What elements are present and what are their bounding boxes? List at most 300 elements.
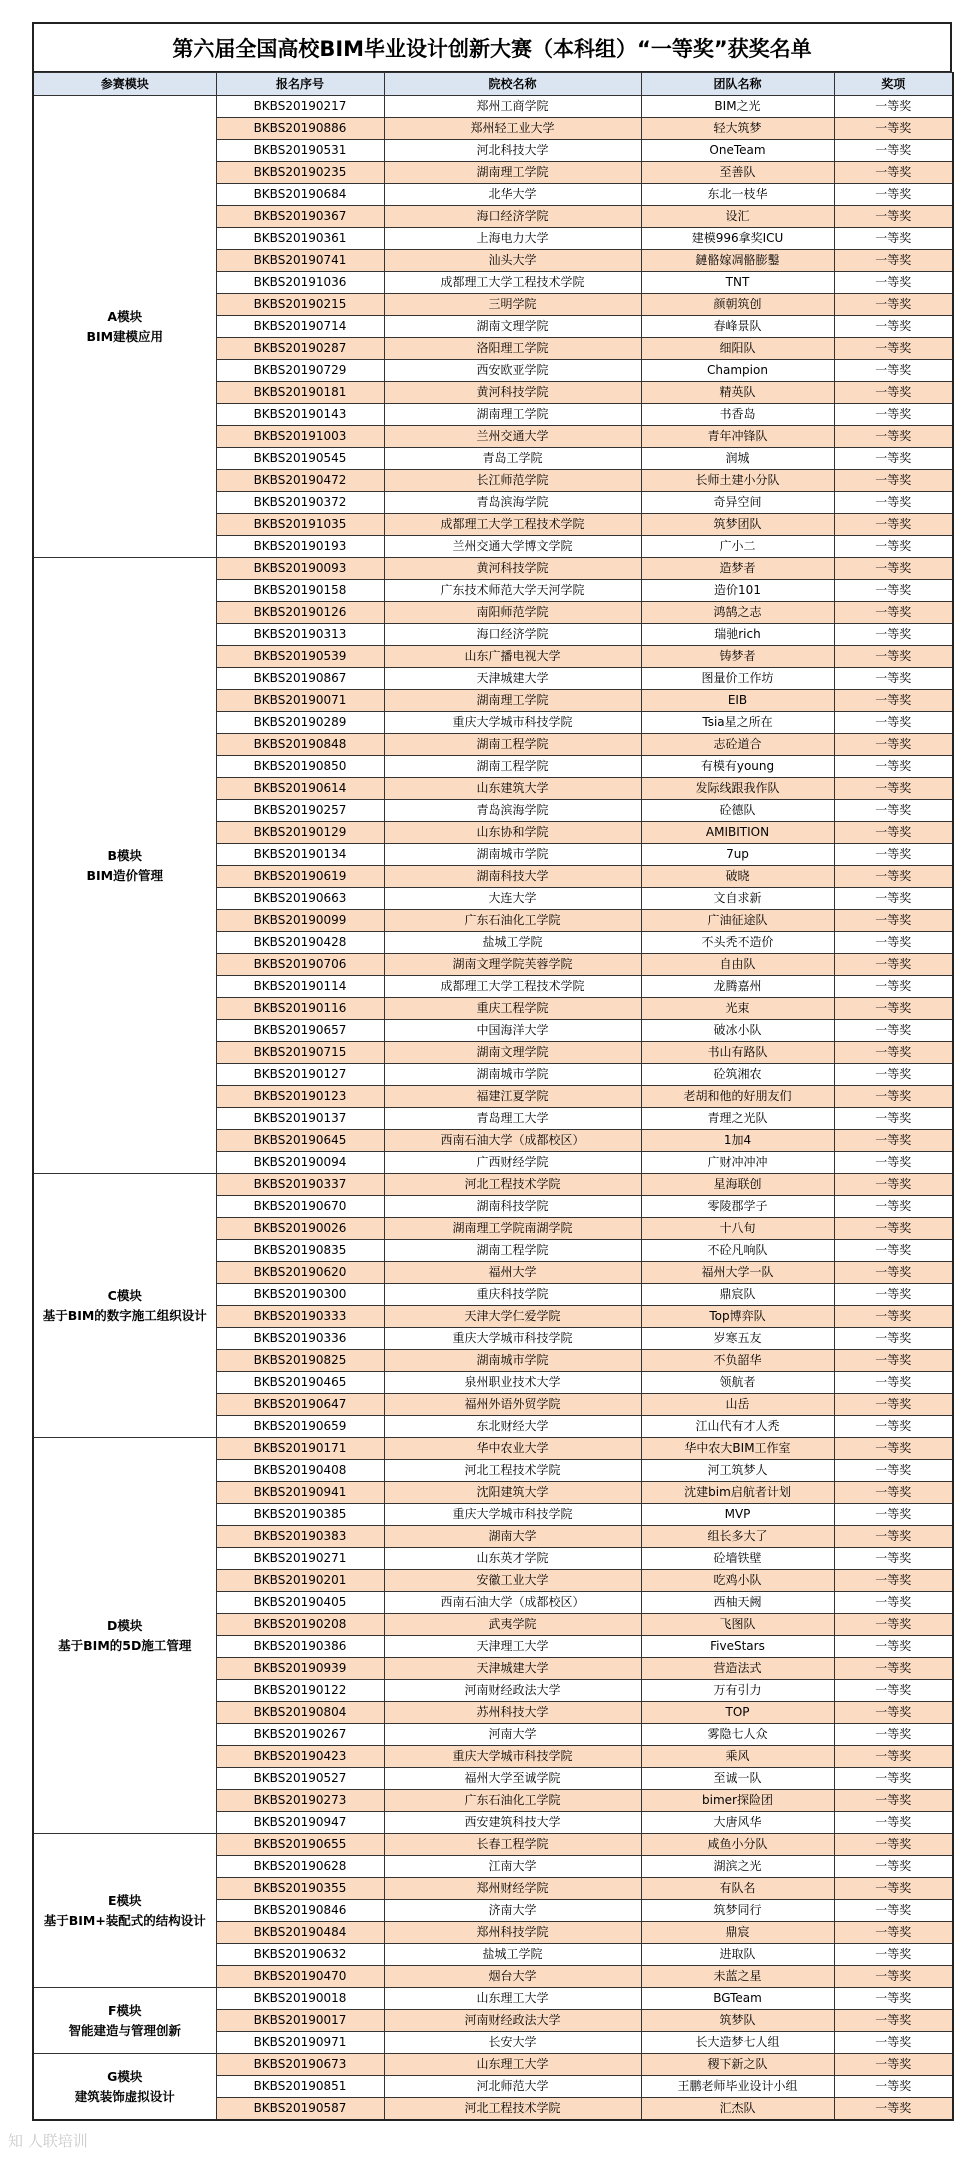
award-cell: 一等奖 [834,888,953,910]
school-cell: 华中农业大学 [384,1438,641,1460]
award-cell: 一等奖 [834,1196,953,1218]
reg-no-cell: BKBS20190545 [216,448,384,470]
award-cell: 一等奖 [834,448,953,470]
award-cell: 一等奖 [834,580,953,602]
team-cell: 至善队 [641,162,834,184]
school-cell: 河北科技大学 [384,140,641,162]
school-cell: 盐城工学院 [384,932,641,954]
award-cell: 一等奖 [834,954,953,976]
award-cell: 一等奖 [834,602,953,624]
school-cell: 东北财经大学 [384,1416,641,1438]
award-cell: 一等奖 [834,1416,953,1438]
award-cell: 一等奖 [834,96,953,118]
team-cell: 广财冲冲冲 [641,1152,834,1174]
award-cell: 一等奖 [834,1438,953,1460]
module-cell [33,1834,216,1988]
school-cell: 天津理工大学 [384,1636,641,1658]
reg-no-cell: BKBS20190336 [216,1328,384,1350]
school-cell: 青岛滨海学院 [384,800,641,822]
school-cell: 广东石油化工学院 [384,1790,641,1812]
award-cell: 一等奖 [834,1108,953,1130]
award-cell: 一等奖 [834,1658,953,1680]
reg-no-cell: BKBS20190333 [216,1306,384,1328]
reg-no-cell: BKBS20190215 [216,294,384,316]
team-cell: MVP [641,1504,834,1526]
award-cell: 一等奖 [834,1504,953,1526]
reg-no-cell: BKBS20190848 [216,734,384,756]
school-cell: 福州大学 [384,1262,641,1284]
award-cell: 一等奖 [834,514,953,536]
school-cell: 大连大学 [384,888,641,910]
school-cell: 山东协和学院 [384,822,641,844]
reg-no-cell: BKBS20190423 [216,1746,384,1768]
school-cell: 重庆工程学院 [384,998,641,1020]
reg-no-cell: BKBS20190217 [216,96,384,118]
team-cell: FiveStars [641,1636,834,1658]
reg-no-cell: BKBS20190367 [216,206,384,228]
team-cell: BGTeam [641,1988,834,2010]
team-cell: 乘风 [641,1746,834,1768]
reg-no-cell: BKBS20190659 [216,1416,384,1438]
award-cell: 一等奖 [834,2076,953,2098]
reg-no-cell: BKBS20190405 [216,1592,384,1614]
reg-no-cell: BKBS20190741 [216,250,384,272]
module-cell [33,1438,216,1834]
award-cell: 一等奖 [834,184,953,206]
reg-no-cell: BKBS20190372 [216,492,384,514]
award-cell: 一等奖 [834,1460,953,1482]
award-cell: 一等奖 [834,1064,953,1086]
module-subtitle: 建筑装饰虚拟设计 [74,2088,175,2104]
reg-no-cell: BKBS20190289 [216,712,384,734]
school-cell: 兰州交通大学 [384,426,641,448]
award-cell: 一等奖 [834,1086,953,1108]
team-cell: 筑梦同行 [641,1900,834,1922]
team-cell: 轻大筑梦 [641,118,834,140]
school-cell: 安徽工业大学 [384,1570,641,1592]
team-cell: 砼德队 [641,800,834,822]
reg-no-cell: BKBS20190300 [216,1284,384,1306]
reg-no-cell: BKBS20190257 [216,800,384,822]
module-subtitle: 智能建造与管理创新 [68,2022,181,2038]
school-cell: 郑州轻工业大学 [384,118,641,140]
module-subtitle: BIM建模应用 [86,328,164,344]
reg-no-cell: BKBS20190527 [216,1768,384,1790]
school-cell: 福州外语外贸学院 [384,1394,641,1416]
school-cell: 湖南工程学院 [384,1240,641,1262]
award-cell: 一等奖 [834,1944,953,1966]
school-cell: 西安建筑科技大学 [384,1812,641,1834]
table-row [33,558,953,580]
school-cell: 福建江夏学院 [384,1086,641,1108]
team-cell: 青理之光队 [641,1108,834,1130]
table-row [33,1834,953,1856]
award-cell: 一等奖 [834,932,953,954]
award-cell: 一等奖 [834,294,953,316]
award-cell: 一等奖 [834,1614,953,1636]
team-cell: 福州大学一队 [641,1262,834,1284]
team-cell: 大唐风华 [641,1812,834,1834]
school-cell: 郑州科技学院 [384,1922,641,1944]
reg-no-cell: BKBS20190127 [216,1064,384,1086]
reg-no-cell: BKBS20191003 [216,426,384,448]
school-cell: 山东广播电视大学 [384,646,641,668]
team-cell: 筑梦队 [641,2010,834,2032]
reg-no-cell: BKBS20190673 [216,2054,384,2076]
school-cell: 海口经济学院 [384,206,641,228]
reg-no-cell: BKBS20190531 [216,140,384,162]
team-cell: 星海联创 [641,1174,834,1196]
team-cell: 发际线跟我作队 [641,778,834,800]
reg-no-cell: BKBS20190714 [216,316,384,338]
table-row [33,1174,953,1196]
module-name: C模块 [107,1287,142,1303]
school-cell: 广东技术师范大学天河学院 [384,580,641,602]
school-cell: 海口经济学院 [384,624,641,646]
reg-no-cell: BKBS20190851 [216,2076,384,2098]
school-cell: 山东建筑大学 [384,778,641,800]
team-cell: 山岳 [641,1394,834,1416]
school-cell: 长春工程学院 [384,1834,641,1856]
award-cell: 一等奖 [834,668,953,690]
award-cell: 一等奖 [834,646,953,668]
team-cell: 鼎宸队 [641,1284,834,1306]
award-cell: 一等奖 [834,558,953,580]
school-cell: 天津城建大学 [384,668,641,690]
award-cell: 一等奖 [834,426,953,448]
header-school: 院校名称 [384,73,641,96]
school-cell: 兰州交通大学博文学院 [384,536,641,558]
school-cell: 重庆大学城市科技学院 [384,1746,641,1768]
team-cell: 有队名 [641,1878,834,1900]
award-cell: 一等奖 [834,1306,953,1328]
school-cell: 河南财经政法大学 [384,2010,641,2032]
team-cell: 龙腾嘉州 [641,976,834,998]
award-cell: 一等奖 [834,1746,953,1768]
reg-no-cell: BKBS20190201 [216,1570,384,1592]
team-cell: bimer探险团 [641,1790,834,1812]
award-cell: 一等奖 [834,1152,953,1174]
award-cell: 一等奖 [834,1548,953,1570]
team-cell: 江山代有才人秃 [641,1416,834,1438]
award-sheet [32,22,952,2121]
reg-no-cell: BKBS20190655 [216,1834,384,1856]
school-cell: 河南财经政法大学 [384,1680,641,1702]
award-cell: 一等奖 [834,998,953,1020]
module-name: G模块 [107,2068,143,2084]
team-cell: AMIBITION [641,822,834,844]
module-cell [33,96,216,558]
school-cell: 河北工程技术学院 [384,1460,641,1482]
school-cell: 烟台大学 [384,1966,641,1988]
header-row [33,73,953,96]
reg-no-cell: BKBS20190099 [216,910,384,932]
award-cell: 一等奖 [834,866,953,888]
header-team: 团队名称 [641,73,834,96]
school-cell: 南阳师范学院 [384,602,641,624]
team-cell: 老胡和他的好朋友们 [641,1086,834,1108]
award-cell: 一等奖 [834,910,953,932]
table-row [33,2054,953,2076]
award-cell: 一等奖 [834,470,953,492]
reg-no-cell: BKBS20190114 [216,976,384,998]
team-cell: 1加4 [641,1130,834,1152]
team-cell: 长大造梦七人组 [641,2032,834,2054]
award-cell: 一等奖 [834,1240,953,1262]
school-cell: 天津城建大学 [384,1658,641,1680]
award-cell: 一等奖 [834,1790,953,1812]
table-row [33,96,953,118]
reg-no-cell: BKBS20191036 [216,272,384,294]
team-cell: 造梦者 [641,558,834,580]
school-cell: 青岛理工大学 [384,1108,641,1130]
team-cell: Champion [641,360,834,382]
award-cell: 一等奖 [834,1020,953,1042]
award-cell: 一等奖 [834,1812,953,1834]
award-cell: 一等奖 [834,778,953,800]
reg-no-cell: BKBS20190587 [216,2098,384,2121]
award-cell: 一等奖 [834,1922,953,1944]
school-cell: 湖南科技大学 [384,866,641,888]
reg-no-cell: BKBS20190017 [216,2010,384,2032]
team-cell: 破冰小队 [641,1020,834,1042]
school-cell: 济南大学 [384,1900,641,1922]
reg-no-cell: BKBS20190835 [216,1240,384,1262]
module-subtitle: 基于BIM的数字施工组织设计 [42,1307,207,1323]
team-cell: 砼筑湘农 [641,1064,834,1086]
module-name: B模块 [107,847,143,863]
team-cell: TNT [641,272,834,294]
team-cell: 青年冲锋队 [641,426,834,448]
reg-no-cell: BKBS20190093 [216,558,384,580]
team-cell: 沈建bim启航者计划 [641,1482,834,1504]
award-cell: 一等奖 [834,1702,953,1724]
school-cell: 西南石油大学（成都校区） [384,1592,641,1614]
reg-no-cell: BKBS20190428 [216,932,384,954]
team-cell: 雾隐七人众 [641,1724,834,1746]
team-cell: 奇异空间 [641,492,834,514]
reg-no-cell: BKBS20190123 [216,1086,384,1108]
reg-no-cell: BKBS20190947 [216,1812,384,1834]
award-cell: 一等奖 [834,272,953,294]
award-cell: 一等奖 [834,734,953,756]
reg-no-cell: BKBS20190134 [216,844,384,866]
team-cell: 零陵郡学子 [641,1196,834,1218]
award-cell: 一等奖 [834,1526,953,1548]
school-cell: 泉州职业技术大学 [384,1372,641,1394]
team-cell: 吃鸡小队 [641,1570,834,1592]
reg-no-cell: BKBS20190208 [216,1614,384,1636]
award-cell: 一等奖 [834,118,953,140]
award-cell: 一等奖 [834,404,953,426]
reg-no-cell: BKBS20190385 [216,1504,384,1526]
reg-no-cell: BKBS20190143 [216,404,384,426]
reg-no-cell: BKBS20190235 [216,162,384,184]
award-cell: 一等奖 [834,228,953,250]
school-cell: 湖南理工学院 [384,404,641,426]
award-cell: 一等奖 [834,712,953,734]
school-cell: 河南大学 [384,1724,641,1746]
team-cell: 有模有young [641,756,834,778]
school-cell: 湖南理工学院 [384,690,641,712]
reg-no-cell: BKBS20190116 [216,998,384,1020]
award-cell: 一等奖 [834,1570,953,1592]
award-cell: 一等奖 [834,382,953,404]
reg-no-cell: BKBS20190539 [216,646,384,668]
reg-no-cell: BKBS20190729 [216,360,384,382]
reg-no-cell: BKBS20190026 [216,1218,384,1240]
school-cell: 重庆科技学院 [384,1284,641,1306]
reg-no-cell: BKBS20190126 [216,602,384,624]
school-cell: 沈阳建筑大学 [384,1482,641,1504]
school-cell: 山东理工大学 [384,1988,641,2010]
school-cell: 成都理工大学工程技术学院 [384,272,641,294]
school-cell: 湖南文理学院芙蓉学院 [384,954,641,976]
reg-no-cell: BKBS20190825 [216,1350,384,1372]
team-cell: BIM之光 [641,96,834,118]
reg-no-cell: BKBS20191035 [216,514,384,536]
reg-no-cell: BKBS20190171 [216,1438,384,1460]
reg-no-cell: BKBS20190647 [216,1394,384,1416]
school-cell: 成都理工大学工程技术学院 [384,514,641,536]
award-cell: 一等奖 [834,1130,953,1152]
team-cell: 自由队 [641,954,834,976]
award-cell: 一等奖 [834,250,953,272]
team-cell: 鏈骼嫁凋骼膨鑿 [641,250,834,272]
reg-no-cell: BKBS20190408 [216,1460,384,1482]
team-cell: 至诚一队 [641,1768,834,1790]
award-cell: 一等奖 [834,536,953,558]
school-cell: 洛阳理工学院 [384,338,641,360]
reg-no-cell: BKBS20190287 [216,338,384,360]
team-cell: 文自求新 [641,888,834,910]
module-subtitle: BIM造价管理 [86,867,164,883]
award-cell: 一等奖 [834,1856,953,1878]
school-cell: 福州大学至诚学院 [384,1768,641,1790]
award-cell: 一等奖 [834,1372,953,1394]
module-cell [33,1988,216,2054]
school-cell: 郑州工商学院 [384,96,641,118]
reg-no-cell: BKBS20190804 [216,1702,384,1724]
team-cell: 铸梦者 [641,646,834,668]
school-cell: 湖南工程学院 [384,756,641,778]
reg-no-cell: BKBS20190383 [216,1526,384,1548]
reg-no-cell: BKBS20190470 [216,1966,384,1988]
school-cell: 江南大学 [384,1856,641,1878]
award-cell: 一等奖 [834,1262,953,1284]
award-cell: 一等奖 [834,624,953,646]
team-cell: 春峰景队 [641,316,834,338]
reg-no-cell: BKBS20190971 [216,2032,384,2054]
award-cell: 一等奖 [834,1284,953,1306]
award-cell: 一等奖 [834,1218,953,1240]
team-cell: 岁寒五友 [641,1328,834,1350]
team-cell: 营造法式 [641,1658,834,1680]
reg-no-cell: BKBS20190386 [216,1636,384,1658]
module-cell [33,558,216,1174]
award-cell: 一等奖 [834,1680,953,1702]
team-cell: 广小二 [641,536,834,558]
watermark: 知 人联培训 [8,2132,88,2150]
team-cell: 书香岛 [641,404,834,426]
award-cell: 一等奖 [834,1900,953,1922]
module-subtitle: 基于BIM+装配式的结构设计 [43,1912,206,1928]
school-cell: 天津大学仁爱学院 [384,1306,641,1328]
team-cell: 进取队 [641,1944,834,1966]
school-cell: 黄河科技学院 [384,558,641,580]
award-cell: 一等奖 [834,1834,953,1856]
school-cell: 西南石油大学（成都校区） [384,1130,641,1152]
reg-no-cell: BKBS20190129 [216,822,384,844]
team-cell: 书山有路队 [641,1042,834,1064]
reg-no-cell: BKBS20190271 [216,1548,384,1570]
school-cell: 湖南城市学院 [384,1350,641,1372]
reg-no-cell: BKBS20190645 [216,1130,384,1152]
school-cell: 山东理工大学 [384,2054,641,2076]
reg-no-cell: BKBS20190273 [216,1790,384,1812]
team-cell: 鸿鹄之志 [641,602,834,624]
school-cell: 湖南理工学院 [384,162,641,184]
school-cell: 山东英才学院 [384,1548,641,1570]
header-award: 奖项 [834,73,953,96]
school-cell: 北华大学 [384,184,641,206]
team-cell: 长师土建小分队 [641,470,834,492]
reg-no-cell: BKBS20190313 [216,624,384,646]
award-cell: 一等奖 [834,1482,953,1504]
module-name: A模块 [107,308,143,324]
reg-no-cell: BKBS20190620 [216,1262,384,1284]
reg-no-cell: BKBS20190715 [216,1042,384,1064]
team-cell: 咸鱼小分队 [641,1834,834,1856]
school-cell: 河北工程技术学院 [384,1174,641,1196]
award-cell: 一等奖 [834,690,953,712]
reg-no-cell: BKBS20190614 [216,778,384,800]
school-cell: 长安大学 [384,2032,641,2054]
reg-no-cell: BKBS20190361 [216,228,384,250]
school-cell: 西安欧亚学院 [384,360,641,382]
team-cell: 不负韶华 [641,1350,834,1372]
award-cell: 一等奖 [834,140,953,162]
team-cell: 鼎宸 [641,1922,834,1944]
team-cell: 王鹏老师毕业设计小组 [641,2076,834,2098]
school-cell: 湖南文理学院 [384,316,641,338]
award-cell: 一等奖 [834,1174,953,1196]
reg-no-cell: BKBS20190465 [216,1372,384,1394]
table-row [33,1988,953,2010]
team-cell: 湖滨之光 [641,1856,834,1878]
school-cell: 湖南城市学院 [384,1064,641,1086]
award-cell: 一等奖 [834,1966,953,1988]
reg-no-cell: BKBS20190867 [216,668,384,690]
award-cell: 一等奖 [834,162,953,184]
award-cell: 一等奖 [834,1042,953,1064]
reg-no-cell: BKBS20190484 [216,1922,384,1944]
reg-no-cell: BKBS20190706 [216,954,384,976]
reg-no-cell: BKBS20190355 [216,1878,384,1900]
team-cell: 组长多大了 [641,1526,834,1548]
award-cell: 一等奖 [834,1988,953,2010]
team-cell: 不头秃不造价 [641,932,834,954]
reg-no-cell: BKBS20190122 [216,1680,384,1702]
award-cell: 一等奖 [834,1328,953,1350]
module-cell [33,2054,216,2121]
award-cell: 一等奖 [834,1636,953,1658]
team-cell: 瑞驰rich [641,624,834,646]
team-cell: 华中农大BIM工作室 [641,1438,834,1460]
award-cell: 一等奖 [834,1768,953,1790]
school-cell: 湖南科技学院 [384,1196,641,1218]
award-cell: 一等奖 [834,492,953,514]
